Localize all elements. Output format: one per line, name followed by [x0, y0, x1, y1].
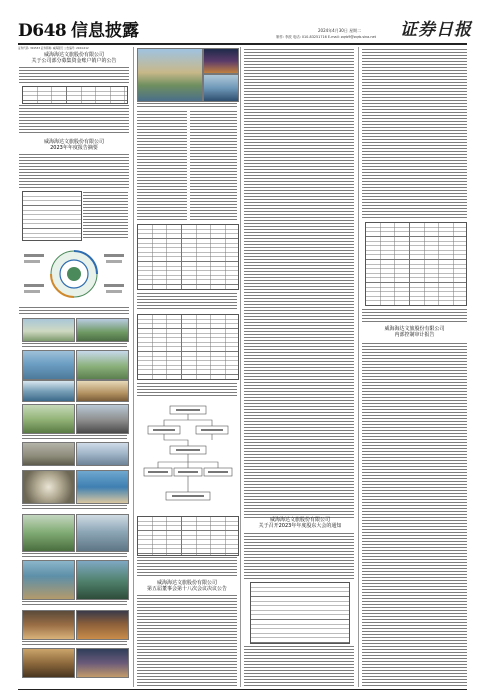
notice-3-title: 内部控制审计报告 [394, 332, 435, 338]
notice-2-side-text [83, 191, 128, 239]
notice-3-company: 威海海达文旅股份有限公司 [384, 326, 445, 332]
project-photo-12 [76, 470, 129, 504]
notice-2-title: 2023年年度报告摘要 [50, 145, 98, 151]
hero-photo-3 [203, 74, 239, 102]
mid-left-body-1 [137, 110, 187, 220]
hero-photo-2 [203, 48, 239, 74]
contact-line: 制作: 李波 电话: 010-83251716 E-mail: zqrb9@zqrb.sina.net [276, 35, 376, 39]
project-photo-17 [22, 610, 75, 640]
agenda-table [250, 582, 350, 644]
mid-body-4 [137, 556, 237, 578]
notice-5-body [137, 594, 237, 686]
column-divider-1 [133, 47, 134, 687]
notice-4-title: 关于召开2023年年度股东大会的通知 [258, 523, 342, 529]
notice-4-company: 威海海达文旅股份有限公司 [269, 517, 330, 523]
notice-1-company: 威海海达文旅股份有限公司 [43, 52, 104, 58]
notice-1-body-2 [19, 104, 129, 134]
photo-caption-4 [22, 552, 127, 558]
notice-3-body [362, 342, 467, 687]
notice-1-body [19, 66, 129, 84]
col4-body-2 [362, 308, 467, 322]
project-photo-6 [76, 380, 129, 402]
notice-1-code: 证券代码: 301533 证券简称: 威海银行 公告编号: 2024-012 [18, 47, 89, 50]
notice-4-body-2 [244, 645, 354, 687]
project-photo-7 [22, 404, 75, 434]
col3-body-1 [244, 48, 354, 518]
photo-caption-6 [22, 640, 127, 646]
column-divider-3 [358, 47, 359, 687]
notice-2-body [19, 153, 129, 189]
footer-rule [18, 689, 467, 690]
org-flow-chart [140, 402, 236, 512]
notice-4-body [244, 532, 354, 580]
notice-2-table [22, 191, 82, 241]
project-photo-9 [22, 442, 75, 466]
financial-table-2 [137, 314, 239, 380]
photo-caption-2 [22, 434, 127, 440]
project-photo-8 [76, 404, 129, 434]
masthead-logo: 证券日报 [400, 20, 472, 40]
project-photo-5 [22, 380, 75, 402]
photo-caption-3 [22, 504, 127, 510]
project-photo-16 [76, 560, 129, 600]
internal-control-table [365, 222, 467, 306]
notice-2-body-3 [19, 306, 129, 316]
notice-2-company: 威海海达文旅股份有限公司 [43, 139, 104, 145]
project-photo-11 [22, 470, 75, 504]
hero-caption [137, 102, 237, 108]
notice-5-title: 第五届董事会第十八次会议决议公告 [146, 586, 227, 592]
project-photo-4 [76, 350, 129, 380]
notice-1-title: 关于公司部分募集资金账户销户的公告 [31, 58, 117, 64]
project-photo-20 [76, 648, 129, 678]
financial-table-3 [137, 516, 239, 556]
project-photo-1 [22, 318, 75, 342]
project-photo-3 [22, 350, 75, 380]
mid-body-2 [137, 292, 237, 310]
page-code: D648 [18, 21, 67, 41]
notice-5-company: 威海海达文旅股份有限公司 [156, 580, 217, 586]
hero-photo-1 [137, 48, 203, 102]
project-photo-19 [22, 648, 75, 678]
photo-caption-1 [22, 342, 127, 348]
page-header [0, 0, 484, 42]
project-photo-14 [76, 514, 129, 552]
column-divider-2 [240, 47, 241, 687]
col4-body-1 [362, 48, 467, 218]
financial-table-1 [137, 224, 239, 290]
header-rule [18, 43, 467, 45]
section-title: 信息披露 [71, 21, 139, 41]
project-photo-2 [76, 318, 129, 342]
project-photo-13 [22, 514, 75, 552]
mid-right-body-1 [190, 110, 237, 220]
project-photo-15 [22, 560, 75, 600]
project-photo-10 [76, 442, 129, 466]
business-cycle-diagram [22, 244, 126, 304]
mid-body-3 [137, 382, 237, 398]
project-photo-18 [76, 610, 129, 640]
notice-1-table [22, 86, 128, 104]
date-line: 2024年4月30日 星期二 [318, 28, 362, 33]
photo-caption-5 [22, 600, 127, 606]
